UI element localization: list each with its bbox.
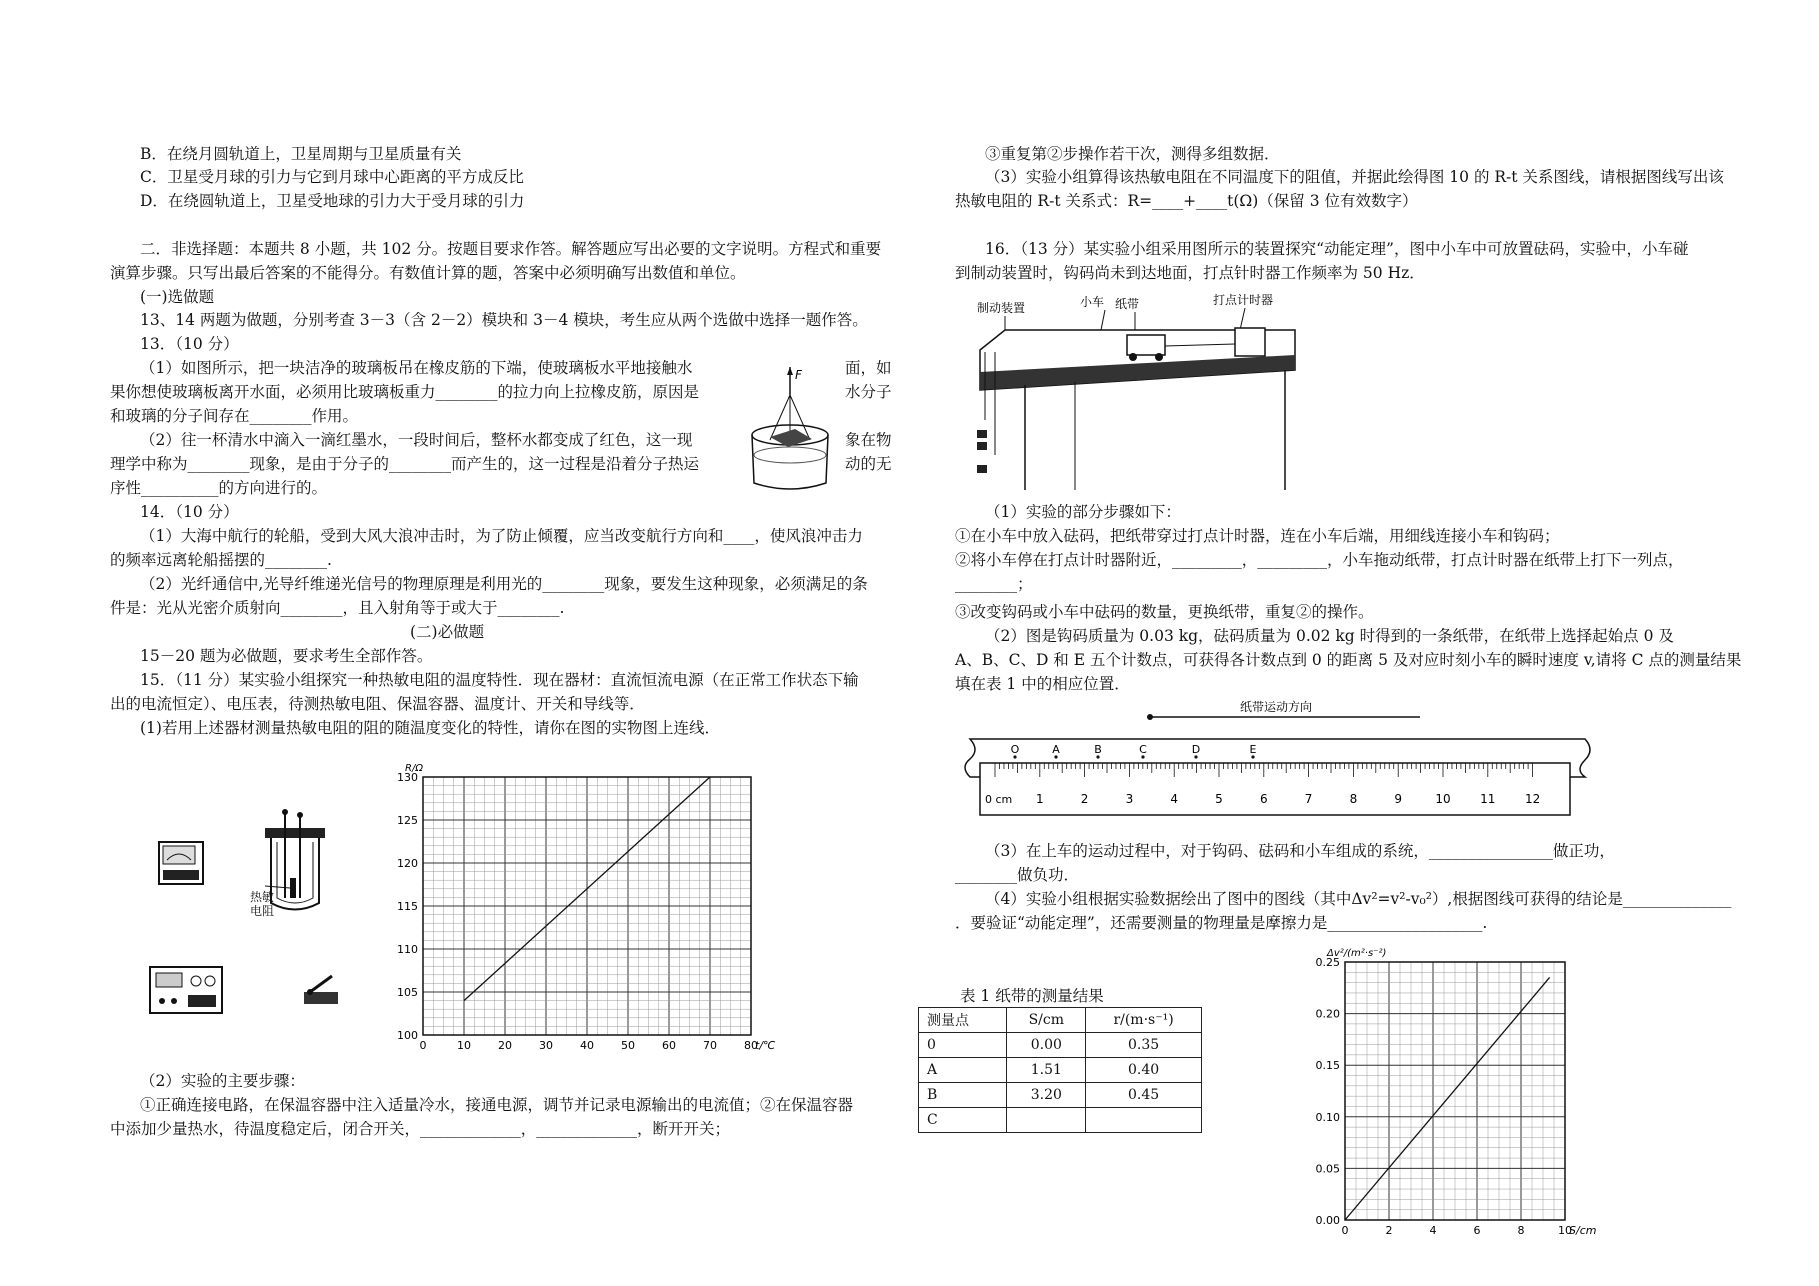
q15-2-step-cont: 中添加少量热水，待温度稳定后，闭合开关，_____________，_____________，断开开关； <box>110 1120 731 1138</box>
table-cell: 0.00 <box>1007 1033 1086 1058</box>
cart-apparatus-figure <box>965 290 1325 495</box>
ruler-number: 10 <box>1435 792 1451 806</box>
cart-label: 小车 <box>1080 295 1105 309</box>
q16-4-text: （4）实验小组根据实验数据绘出了图中的图线（其中Δv²=v²-v₀²）,根据图线可获得的结论是______________ <box>985 890 1732 908</box>
optional-instructions: 13、14 两题为做题，分别考查 3－3（含 2－2）模块和 3－4 模块，考生应从两个选做中选择一题作答。 <box>140 311 868 329</box>
measurement-table <box>918 1007 1202 1133</box>
ruler-number: 11 <box>1480 792 1496 806</box>
tape-point-label: E <box>1249 743 1257 756</box>
dv-y-tick-label: 0.00 <box>1315 1214 1340 1227</box>
dv-x-tick-label: 6 <box>1473 1224 1481 1237</box>
q13-2-text-cont: 理学中称为________现象，是由于分子的________而产生的，这一过程是沿着分子热运 <box>110 455 700 473</box>
table-cell: 0.45 <box>1086 1083 1202 1108</box>
thermistor-label-1: 热敏 <box>250 890 275 904</box>
table-title: 表 1 纸带的测量结果 <box>960 987 1104 1005</box>
tape-point-label: C <box>1139 743 1147 756</box>
ticker-tape-figure <box>960 695 1595 830</box>
rt-x-tick-label: 20 <box>498 1039 512 1052</box>
required-heading: (二)必做题 <box>410 623 485 641</box>
rt-y-tick-label: 110 <box>397 943 418 956</box>
q13-1-text-end: 和玻璃的分子间存在________作用。 <box>110 407 359 425</box>
q15-heading-cont: 出的电流恒定）、电压表，待测热敏电阻、保温容器、温度计、开关和导线等． <box>110 695 645 713</box>
rt-x-tick-label: 10 <box>457 1039 471 1052</box>
dv-y-tick-label: 0.15 <box>1315 1059 1340 1073</box>
table-cell: 0 <box>919 1033 1007 1058</box>
rt-x-tick-label: 70 <box>703 1039 717 1052</box>
ruler-number: 8 <box>1349 792 1358 806</box>
dv-x-tick-label: 8 <box>1517 1224 1525 1237</box>
table-cell: 0.35 <box>1086 1033 1202 1058</box>
beaker-figure <box>740 365 840 495</box>
rt-x-tick-label: 30 <box>539 1039 553 1052</box>
ruler-number: 12 <box>1524 792 1541 806</box>
q13-1-text: （1）如图所示，把一块洁净的玻璃板吊在橡皮筋的下端，使玻璃板水平地接触水 <box>140 359 693 377</box>
table-row <box>919 1083 1202 1108</box>
tape-point-label: D <box>1191 743 1201 756</box>
timer-label: 打点计时器 <box>1213 293 1274 307</box>
q16-heading: 16．（13 分）某实验小组采用图所示的装置探究“动能定理”，图中小车中可放置砝码，实验中，小车碰 <box>985 240 1689 258</box>
table-cell: A <box>919 1058 1007 1083</box>
q16-heading-cont: 到制动装置时，钩码尚未到达地面，打点针时器工作频率为 50 Hz． <box>955 264 1425 282</box>
optional-heading: (一)选做题 <box>140 288 215 306</box>
dv-y-tick-label: 0.25 <box>1315 956 1340 969</box>
rt-x-axis-label: t/℃ <box>755 1039 776 1052</box>
dv-y-tick-label: 0.20 <box>1315 1007 1340 1021</box>
voltmeter-icon <box>157 838 207 888</box>
tape-label: 纸带 <box>1115 297 1140 311</box>
option-c: C．卫星受月球的引力与它到月球中心距离的平方成反比 <box>140 168 524 186</box>
table-row <box>919 1058 1202 1083</box>
required-instructions: 15－20 题为必做题，要求考生全部作答。 <box>140 647 433 665</box>
q16-4-text-cont: ．要验证“动能定理”，还需要测量的物理量是摩擦力是____________________. <box>955 914 1488 932</box>
q16-step-2-cont: ________； <box>955 575 1033 593</box>
ruler-number: 5 <box>1215 792 1223 806</box>
r-t-chart <box>395 755 815 1055</box>
q13-1-text-cont: 果你想使玻璃板离开水面，必须用比玻璃板重力________的拉力向上拉橡皮筋，原因是 <box>110 383 700 401</box>
ruler-number: 6 <box>1259 792 1268 806</box>
table-cell <box>1086 1108 1202 1133</box>
q13-2-text-end: 序性__________的方向进行的。 <box>110 479 328 497</box>
table-row <box>919 1108 1202 1133</box>
ruler-number: 7 <box>1304 792 1313 806</box>
q15-1-text: (1)若用上述器材测量热敏电阻的阻的随温度变化的特性，请你在图的实物图上连线． <box>140 719 720 737</box>
q16-2-text-end: 填在表 1 中的相应位置． <box>955 675 1130 693</box>
rt-x-tick-label: 60 <box>662 1039 676 1052</box>
q14-1-text-cont: 的频率远离轮船摇摆的________. <box>110 551 332 569</box>
rt-x-tick-label: 0 <box>419 1039 427 1052</box>
dv-x-tick-label: 2 <box>1385 1224 1393 1237</box>
rt-x-tick-label: 40 <box>580 1039 594 1052</box>
dv-y-tick-label: 0.10 <box>1315 1110 1340 1124</box>
rt-y-tick-label: 120 <box>397 857 418 870</box>
q15-3-text: （3）实验小组算得该热敏电阻在不同温度下的阻值，并据此绘得图 10 的 R-t 关系图线，请根据图线写出该 <box>985 168 1724 186</box>
q16-2-text-cont: A、B、C、D 和 E 五个计数点，可获得各计数点到 0 的距离 5 及对应时刻小车的瞬时速度 v,请将 C 点的测量结果 <box>955 651 1742 669</box>
ruler-number: 1 <box>1035 792 1044 806</box>
ruler-number: 9 <box>1394 792 1403 806</box>
dv-x-tick-label: 4 <box>1429 1224 1437 1237</box>
q14-2-text: （2）光纤通信中,光导纤维递光信号的物理原理是利用光的________现象，要发生这种现象，必须满足的条 <box>140 575 868 593</box>
q16-step-1: ①在小车中放入砝码，把纸带穿过打点计时器，连在小车后端，用细线连接小车和钩码； <box>955 527 1560 545</box>
rt-y-tick-label: 115 <box>397 900 418 913</box>
tape-direction-label: 纸带运动方向 <box>1240 700 1313 714</box>
thermistor-label-2: 电阻 <box>250 904 275 918</box>
q16-2-text: （2）图是钩码质量为 0.03 kg，砝码质量为 0.02 kg 时得到的一条纸带，在纸带上选择起始点 0 及 <box>985 627 1674 645</box>
rt-y-tick-label: 130 <box>397 771 418 784</box>
q15-3-text-cont: 热敏电阻的 R-t 关系式：R=____+____t(Ω)（保留 3 位有效数字） <box>955 192 1418 210</box>
q14-2-text-cont: 件是：光从光密介质射向________，且入射角等于或大于________. <box>110 599 565 617</box>
q16-step-3: ③改变钩码或小车中砝码的数量，更换纸带，重复②的操作。 <box>955 603 1374 621</box>
ruler-unit-label: 0 cm <box>985 793 1013 806</box>
q14-1-text: （1）大海中航行的轮船，受到大风大浪冲击时，为了防止倾覆，应当改变航行方向和____，使风浪冲击力 <box>140 527 863 545</box>
force-label: F <box>795 368 802 382</box>
dv-x-tick-label: 10 <box>1558 1224 1572 1237</box>
dv-x-axis-label: S/cm <box>1569 1224 1597 1237</box>
table-header-row <box>919 1008 1202 1033</box>
power-supply-icon <box>148 965 226 1017</box>
table-cell <box>1007 1108 1086 1133</box>
switch-icon <box>302 972 342 1008</box>
table-cell: C <box>919 1108 1007 1133</box>
rt-y-tick-label: 100 <box>397 1029 418 1042</box>
dv-y-tick-label: 0.05 <box>1315 1162 1340 1176</box>
rt-grid <box>423 777 751 1035</box>
option-d: D．在绕圆轨道上，卫星受地球的引力大于受月球的引力 <box>140 192 525 210</box>
rt-y-tick-label: 105 <box>397 986 418 999</box>
rt-x-tick-label: 80 <box>744 1039 758 1052</box>
section-two-intro-cont: 演算步骤。只写出最后答案的不能得分。有数值计算的题，答案中必须明确写出数值和单位。 <box>110 264 746 282</box>
table-header-cell: r/(m·s⁻¹) <box>1086 1008 1202 1033</box>
option-b: B．在绕月圆轨道上，卫星周期与卫星质量有关 <box>140 145 462 163</box>
q13-2-text: （2）往一杯清水中滴入一滴红墨水，一段时间后，整杯水都变成了红色，这一现 <box>140 431 693 449</box>
table-cell: B <box>919 1083 1007 1108</box>
tape-point-label: A <box>1052 743 1060 756</box>
table-cell: 1.51 <box>1007 1058 1086 1083</box>
rt-y-tick-label: 125 <box>397 814 418 827</box>
q15-step-3: ③重复第②步操作若干次，测得多组数据． <box>985 145 1280 163</box>
dv-x-tick-label: 0 <box>1341 1224 1349 1237</box>
q15-heading: 15．（11 分）某实验小组探究一种热敏电阻的温度特性．现在器材：直流恒流电源（在正常工作状态下输 <box>140 671 859 689</box>
q13-heading: 13．（10 分） <box>140 335 239 353</box>
dv-y-axis-label: Δv²/(m²·s⁻²) <box>1327 948 1387 959</box>
table-header-cell: S/cm <box>1007 1008 1086 1033</box>
table-cell: 0.40 <box>1086 1058 1202 1083</box>
ruler-number: 4 <box>1170 792 1179 806</box>
q15-2-step: ①正确连接电路，在保温容器中注入适量冷水，接通电源，调节并记录电源输出的电流值；②在保温容器 <box>140 1096 854 1114</box>
tape-point-label: O <box>1010 743 1020 756</box>
q16-3-text-cont: ________做负功． <box>955 866 1080 884</box>
q13-wrap-3: 象在物 <box>845 431 892 449</box>
q13-wrap-2: 水分子 <box>845 383 892 401</box>
dv2-s-chart <box>1300 942 1630 1242</box>
ruler-number: 2 <box>1080 792 1089 806</box>
q16-3-text: （3）在上车的运动过程中，对于钩码、砝码和小车组成的系统，________________做正功， <box>985 842 1615 860</box>
q13-wrap-4: 动的无 <box>845 455 892 473</box>
rt-y-axis-label: R/Ω <box>405 763 423 774</box>
q15-2-heading: （2）实验的主要步骤： <box>140 1072 305 1090</box>
q16-step-2: ②将小车停在打点计时器附近，_________，_________，小车拖动纸带，打点计时器在纸带上打下一列点， <box>955 551 1684 569</box>
ruler-number: 3 <box>1125 792 1134 806</box>
q13-wrap-1: 面，如 <box>845 359 892 377</box>
q16-1-heading: （1）实验的部分步骤如下： <box>985 503 1181 521</box>
section-two-intro: 二．非选择题：本题共 8 小题，共 102 分。按题目要求作答。解答题应写出必要的文字说明。方程式和重要 <box>140 240 882 258</box>
tape-point-label: B <box>1094 743 1102 756</box>
table-cell: 3.20 <box>1007 1083 1086 1108</box>
brake-label: 制动装置 <box>977 301 1026 315</box>
table-row <box>919 1033 1202 1058</box>
rt-x-tick-label: 50 <box>621 1039 635 1052</box>
q14-heading: 14．（10 分） <box>140 503 239 521</box>
table-header-cell: 测量点 <box>919 1008 1007 1033</box>
